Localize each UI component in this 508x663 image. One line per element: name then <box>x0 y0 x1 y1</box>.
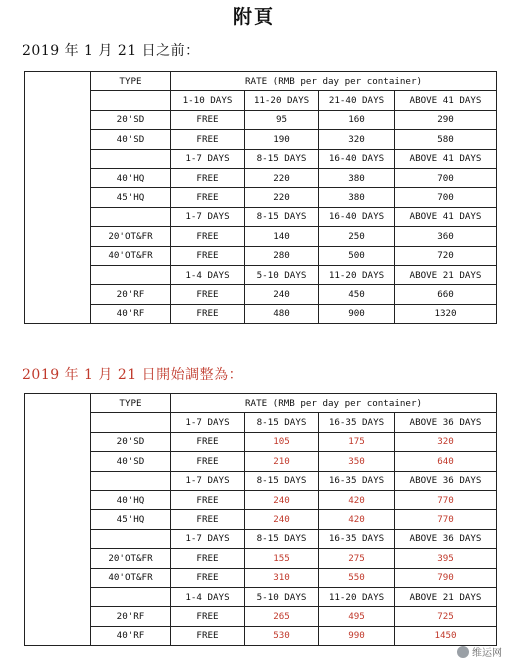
table-row <box>25 568 497 587</box>
table-row <box>25 304 497 323</box>
rate-value-cell: 580 <box>395 130 497 149</box>
rate-header: RATE (RMB per day per container) <box>171 72 497 91</box>
rate-value-cell: 350 <box>319 452 395 471</box>
range-blank-cell <box>91 587 171 606</box>
container-type-cell: 40'OT&FR <box>91 246 171 265</box>
watermark-text: 维运网 <box>472 648 502 659</box>
rate-value-cell: 1320 <box>395 304 497 323</box>
rate-value-cell: 275 <box>319 549 395 568</box>
rate-value-cell: 95 <box>245 110 319 129</box>
day-range-cell: 1-10 DAYS <box>171 91 245 110</box>
free-period-cell: FREE <box>171 452 245 471</box>
container-type-cell: 20'SD <box>91 432 171 451</box>
section-heading-before: 2019 年 1 月 21 日之前： <box>22 43 200 59</box>
day-range-cell: ABOVE 21 DAYS <box>395 265 497 284</box>
rate-value-cell: 240 <box>245 285 319 304</box>
rate-value-cell: 640 <box>395 452 497 471</box>
day-range-cell: ABOVE 41 DAYS <box>395 91 497 110</box>
day-range-cell: ABOVE 41 DAYS <box>395 207 497 226</box>
rate-header: RATE (RMB per day per container) <box>171 394 497 413</box>
rate-value-cell: 420 <box>319 510 395 529</box>
free-period-cell: FREE <box>171 246 245 265</box>
free-period-cell: FREE <box>171 626 245 645</box>
day-range-cell: 8-15 DAYS <box>245 207 319 226</box>
free-period-cell: FREE <box>171 568 245 587</box>
rate-value-cell: 140 <box>245 227 319 246</box>
day-range-cell: ABOVE 36 DAYS <box>395 471 497 490</box>
rate-value-cell: 495 <box>319 607 395 626</box>
table-row <box>25 510 497 529</box>
rate-value-cell: 290 <box>395 110 497 129</box>
day-range-row <box>25 149 497 168</box>
day-range-cell: 1-7 DAYS <box>171 529 245 548</box>
rate-value-cell: 770 <box>395 490 497 509</box>
rate-value-cell: 1450 <box>395 626 497 645</box>
container-type-cell: 40'OT&FR <box>91 568 171 587</box>
table-row <box>25 285 497 304</box>
day-range-row <box>25 91 497 110</box>
rate-value-cell: 240 <box>245 490 319 509</box>
table-row <box>25 432 497 451</box>
range-blank-cell <box>91 471 171 490</box>
rate-value-cell: 175 <box>319 432 395 451</box>
wechat-logo-icon <box>457 646 469 658</box>
range-blank-cell <box>91 265 171 284</box>
range-blank-cell <box>91 529 171 548</box>
rate-value-cell: 900 <box>319 304 395 323</box>
rate-value-cell: 770 <box>395 510 497 529</box>
table-row <box>25 227 497 246</box>
rate-table-before <box>24 71 497 324</box>
rate-value-cell: 155 <box>245 549 319 568</box>
rate-value-cell: 530 <box>245 626 319 645</box>
day-range-cell: 5-10 DAYS <box>245 265 319 284</box>
day-range-cell: ABOVE 36 DAYS <box>395 529 497 548</box>
table-row <box>25 188 497 207</box>
free-period-cell: FREE <box>171 607 245 626</box>
day-range-cell: 1-4 DAYS <box>171 587 245 606</box>
day-range-cell: 11-20 DAYS <box>245 91 319 110</box>
container-type-cell: 20'SD <box>91 110 171 129</box>
table-row <box>25 168 497 187</box>
table-side-cell <box>25 72 91 324</box>
free-period-cell: FREE <box>171 490 245 509</box>
rate-value-cell: 790 <box>395 568 497 587</box>
table-row <box>25 626 497 645</box>
day-range-row <box>25 529 497 548</box>
table-side-cell <box>25 394 91 646</box>
type-header: TYPE <box>91 394 171 413</box>
type-header: TYPE <box>91 72 171 91</box>
rate-value-cell: 360 <box>395 227 497 246</box>
table-row <box>25 110 497 129</box>
rate-value-cell: 380 <box>319 168 395 187</box>
rate-value-cell: 395 <box>395 549 497 568</box>
free-period-cell: FREE <box>171 227 245 246</box>
rate-value-cell: 380 <box>319 188 395 207</box>
free-period-cell: FREE <box>171 549 245 568</box>
container-type-cell: 20'OT&FR <box>91 227 171 246</box>
rate-value-cell: 250 <box>319 227 395 246</box>
table-header-row <box>25 394 497 413</box>
free-period-cell: FREE <box>171 130 245 149</box>
day-range-cell: 11-20 DAYS <box>319 587 395 606</box>
rate-value-cell: 450 <box>319 285 395 304</box>
day-range-cell: 11-20 DAYS <box>319 265 395 284</box>
rate-value-cell: 500 <box>319 246 395 265</box>
rate-table-adjusted <box>24 393 497 646</box>
container-type-cell: 20'RF <box>91 285 171 304</box>
day-range-cell: 8-15 DAYS <box>245 529 319 548</box>
container-type-cell: 40'RF <box>91 304 171 323</box>
free-period-cell: FREE <box>171 510 245 529</box>
free-period-cell: FREE <box>171 304 245 323</box>
range-blank-cell <box>91 207 171 226</box>
day-range-cell: 1-7 DAYS <box>171 207 245 226</box>
container-type-cell: 40'SD <box>91 452 171 471</box>
day-range-cell: 1-7 DAYS <box>171 149 245 168</box>
day-range-cell: 1-4 DAYS <box>171 265 245 284</box>
day-range-cell: 16-35 DAYS <box>319 471 395 490</box>
day-range-row <box>25 265 497 284</box>
table-header-row <box>25 72 497 91</box>
container-type-cell: 20'OT&FR <box>91 549 171 568</box>
container-type-cell: 40'SD <box>91 130 171 149</box>
day-range-row <box>25 207 497 226</box>
free-period-cell: FREE <box>171 110 245 129</box>
rate-value-cell: 310 <box>245 568 319 587</box>
range-blank-cell <box>91 149 171 168</box>
page-title: 附頁 <box>232 6 275 28</box>
watermark <box>457 644 502 659</box>
day-range-cell: 8-15 DAYS <box>245 149 319 168</box>
free-period-cell: FREE <box>171 168 245 187</box>
rate-value-cell: 700 <box>395 188 497 207</box>
rate-value-cell: 210 <box>245 452 319 471</box>
rate-value-cell: 990 <box>319 626 395 645</box>
day-range-cell: 1-7 DAYS <box>171 471 245 490</box>
container-type-cell: 45'HQ <box>91 188 171 207</box>
day-range-cell: ABOVE 21 DAYS <box>395 587 497 606</box>
rate-value-cell: 240 <box>245 510 319 529</box>
section-heading-adjusted: 2019 年 1 月 21 日開始調整為： <box>22 367 244 383</box>
rate-value-cell: 720 <box>395 246 497 265</box>
day-range-cell: 1-7 DAYS <box>171 413 245 432</box>
range-blank-cell <box>91 413 171 432</box>
day-range-cell: 21-40 DAYS <box>319 91 395 110</box>
container-type-cell: 40'HQ <box>91 490 171 509</box>
rate-value-cell: 280 <box>245 246 319 265</box>
rate-value-cell: 700 <box>395 168 497 187</box>
day-range-cell: ABOVE 41 DAYS <box>395 149 497 168</box>
rate-value-cell: 220 <box>245 168 319 187</box>
day-range-cell: 16-40 DAYS <box>319 207 395 226</box>
day-range-cell: 16-35 DAYS <box>319 413 395 432</box>
rate-value-cell: 265 <box>245 607 319 626</box>
day-range-row <box>25 413 497 432</box>
rate-value-cell: 220 <box>245 188 319 207</box>
day-range-cell: 16-35 DAYS <box>319 529 395 548</box>
container-type-cell: 40'HQ <box>91 168 171 187</box>
table-row <box>25 130 497 149</box>
rate-value-cell: 320 <box>395 432 497 451</box>
table-row <box>25 607 497 626</box>
rate-value-cell: 480 <box>245 304 319 323</box>
rate-value-cell: 725 <box>395 607 497 626</box>
day-range-cell: ABOVE 36 DAYS <box>395 413 497 432</box>
table-row <box>25 246 497 265</box>
rate-value-cell: 320 <box>319 130 395 149</box>
day-range-cell: 8-15 DAYS <box>245 471 319 490</box>
table-row <box>25 549 497 568</box>
table-row <box>25 490 497 509</box>
container-type-cell: 45'HQ <box>91 510 171 529</box>
rate-value-cell: 190 <box>245 130 319 149</box>
rate-value-cell: 550 <box>319 568 395 587</box>
rate-value-cell: 160 <box>319 110 395 129</box>
rate-value-cell: 420 <box>319 490 395 509</box>
day-range-row <box>25 587 497 606</box>
day-range-cell: 16-40 DAYS <box>319 149 395 168</box>
day-range-cell: 8-15 DAYS <box>245 413 319 432</box>
container-type-cell: 20'RF <box>91 607 171 626</box>
free-period-cell: FREE <box>171 432 245 451</box>
rate-value-cell: 660 <box>395 285 497 304</box>
rate-value-cell: 105 <box>245 432 319 451</box>
table-row <box>25 452 497 471</box>
range-blank-cell <box>91 91 171 110</box>
day-range-cell: 5-10 DAYS <box>245 587 319 606</box>
day-range-row <box>25 471 497 490</box>
container-type-cell: 40'RF <box>91 626 171 645</box>
free-period-cell: FREE <box>171 285 245 304</box>
free-period-cell: FREE <box>171 188 245 207</box>
